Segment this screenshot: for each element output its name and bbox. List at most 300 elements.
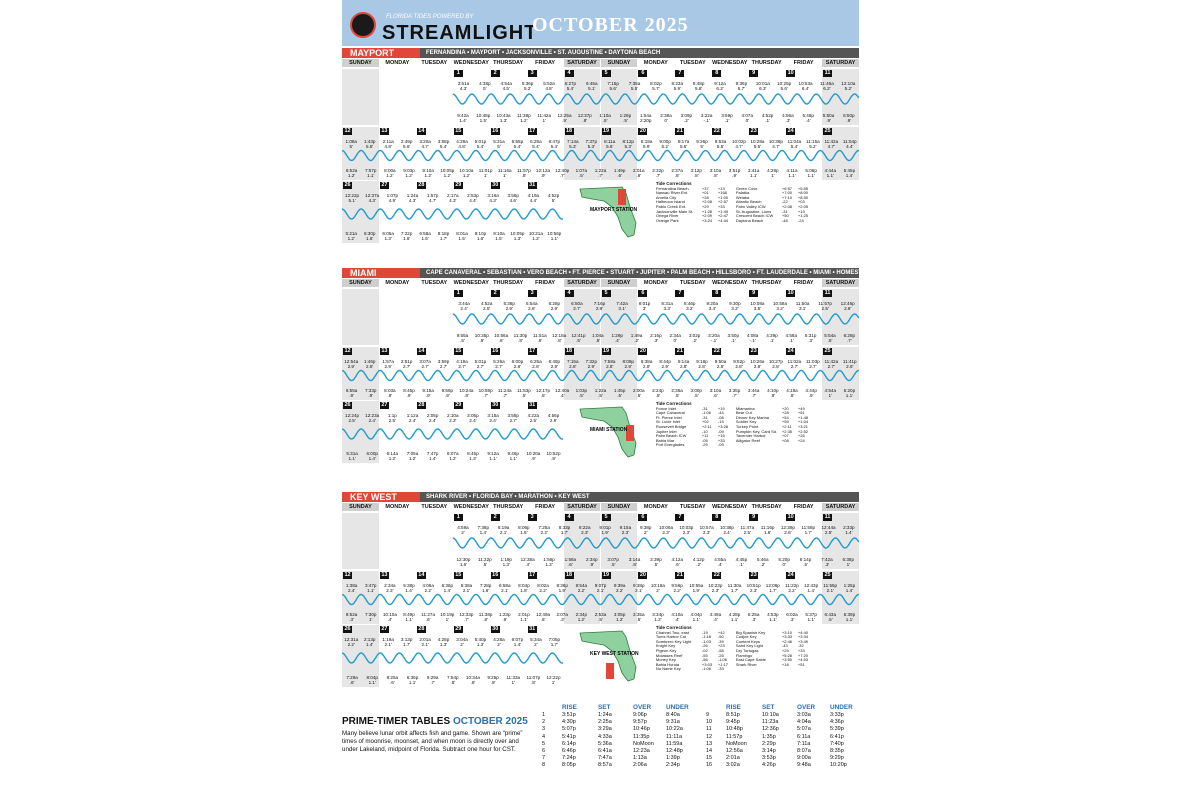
prime-time: 10:22a — [666, 726, 683, 733]
weekday-label: WEDNESDAY — [453, 60, 489, 66]
correction-high: +7:00 — [781, 190, 793, 196]
high-tide: 10:38p 4.7' — [768, 139, 783, 149]
low-tide: 7:29a .6' — [346, 675, 358, 685]
correction-low: +33 — [797, 647, 805, 653]
date-number: 31 — [529, 626, 536, 632]
correction-high: -31 — [701, 414, 708, 420]
low-tide: 10:05p 1.3' — [510, 231, 525, 241]
prime-day: 16 — [706, 762, 713, 769]
correction-low: +1:00 — [717, 194, 729, 200]
low-tide: 10:21a 1.2' — [528, 231, 543, 241]
high-tide: 7:15a 2.8' — [567, 359, 579, 369]
high-tide: 11:50a 3.1' — [795, 301, 810, 311]
prime-title — [342, 716, 528, 727]
high-tide: 1:08a 5' — [345, 139, 357, 149]
correction-place: Jupiter Inlet — [655, 428, 677, 434]
weekday-label: MONDAY — [643, 280, 668, 286]
tide-curve — [342, 653, 563, 663]
correction-low: +33 — [717, 437, 725, 443]
prime-day: 12 — [706, 733, 713, 740]
date-number: 5 — [602, 290, 611, 297]
high-tide: 10:01a 6.3' — [755, 81, 770, 91]
prime-timer-section — [342, 704, 859, 800]
correction-place: Dry Tortugas — [735, 647, 759, 653]
high-tide: 3:44a 2.4' — [458, 301, 470, 311]
station-label: MAYPORT STATION — [590, 207, 638, 213]
low-tide: 12:25a .9' — [557, 113, 572, 123]
low-tide: 9:10a 1.2' — [422, 168, 434, 178]
low-tide: 10:56a .8' — [494, 333, 509, 343]
low-tide: 5:54a .5' — [824, 333, 836, 343]
prime-time: 8:05p — [562, 762, 576, 769]
weekday-label: THURSDAY — [493, 60, 524, 66]
date-number: 4 — [565, 70, 574, 77]
prime-col-header: RISE — [726, 704, 741, 711]
high-tide: 10:06a 2.3' — [659, 525, 674, 535]
date-number: 31 — [529, 402, 536, 408]
correction-low: +2:52 — [797, 428, 809, 434]
correction-low: +1:04 — [797, 419, 809, 425]
prime-row — [702, 741, 859, 748]
high-tide: 6:28p 2.9' — [548, 301, 561, 311]
correction-high: +20 — [781, 405, 789, 411]
high-tide: 7:32p 2.9' — [585, 359, 598, 369]
prime-row — [702, 762, 859, 769]
high-tide: 1:43p 5.8' — [363, 139, 376, 149]
correction-high: +2:09 — [701, 213, 713, 219]
correction-high: -55 — [701, 652, 708, 658]
low-tide: 1:29p .4' — [611, 333, 623, 343]
high-tide: 1:38a 2.4' — [345, 583, 358, 593]
week-row — [342, 625, 859, 687]
correction-place: Molasses Reef — [655, 652, 683, 658]
correction-high: -29 — [701, 442, 708, 448]
correction-high: +2:08 — [701, 199, 713, 205]
low-tide: 10:20a .9' — [526, 451, 541, 461]
low-tide: 7:22p 1.6' — [400, 231, 413, 241]
low-tide: 4:28p 1' — [767, 168, 779, 178]
low-tide: 10:10a 1.2' — [459, 168, 474, 178]
correction-low: +4:44 — [717, 217, 729, 223]
high-tide: 8:44p 2.9' — [659, 359, 671, 369]
tide-corrections-column — [736, 626, 814, 667]
high-tide: 7:42a 3.1' — [616, 301, 628, 311]
high-tide: 2:13p 1.4' — [363, 637, 376, 647]
weekday-label: SATURDAY — [822, 59, 859, 67]
prime-table-right — [702, 704, 859, 770]
correction-place: Atlantic Beach — [735, 199, 762, 205]
high-tide: 12:39p 2.6' — [780, 525, 795, 535]
weekday-label: TUESDAY — [421, 60, 448, 66]
low-tide: 4:44p .9' — [805, 388, 817, 398]
low-tide: 3:34p 1.2' — [652, 612, 664, 622]
tide-correction-row — [656, 667, 734, 672]
correction-high: +37 — [701, 185, 709, 191]
low-tide: 10:10a .4' — [382, 612, 397, 622]
tide-calendar-sheet — [342, 0, 916, 800]
low-tide: 1:04a .5' — [592, 333, 604, 343]
weekday-label: MONDAY — [643, 60, 668, 66]
low-tide: 12:12a .9' — [536, 168, 551, 178]
high-tide: 2:10a 2.3' — [447, 413, 459, 423]
low-tide: 8:25a .6' — [386, 675, 399, 685]
date-number: 6 — [638, 290, 647, 297]
low-tide: 1:03p .5' — [575, 388, 588, 398]
high-tide: 5:01p 2.7' — [474, 359, 487, 369]
prime-time: 1:39p — [666, 755, 680, 762]
weekday-label: MONDAY — [385, 60, 410, 66]
date-number: 17 — [529, 572, 536, 578]
date-number: 8 — [712, 514, 721, 521]
region-key-west — [342, 492, 859, 704]
tide-correction-row — [736, 219, 814, 224]
weekday-label: THURSDAY — [493, 504, 524, 510]
prime-col-header: SET — [598, 704, 611, 711]
week-row — [342, 127, 859, 180]
low-tide: 6:58a 1.5' — [419, 231, 431, 241]
weekday-label: SATURDAY — [564, 279, 601, 287]
high-tide: 12:44a 2.5' — [821, 525, 836, 535]
prime-time: 11:23a — [762, 719, 779, 726]
prime-time: 3:51p — [562, 712, 576, 718]
prime-day: 11 — [706, 726, 712, 733]
low-tide: 5:20p 1.1' — [843, 388, 856, 398]
low-tide: 11:38p .8' — [478, 612, 493, 622]
high-tide: 10:55a 1.9' — [689, 583, 704, 593]
high-tide: 1:1p 2.5' — [387, 413, 397, 423]
low-tide: 12:49a .6' — [536, 612, 551, 622]
prime-time: 7:11a — [797, 740, 811, 747]
region-miami — [342, 268, 916, 480]
correction-low: +26 — [797, 433, 805, 439]
low-tide: 4:08a -.1' — [746, 333, 759, 343]
prime-time: 12:36p — [762, 726, 779, 733]
prime-time: 8:35p — [830, 747, 844, 754]
region-header — [342, 492, 859, 502]
date-number: 5 — [602, 70, 611, 77]
weekday-label: SATURDAY — [564, 59, 601, 67]
high-tide: 8:31a 3.3' — [661, 301, 673, 311]
high-tide: 11:42a 2.7' — [824, 359, 839, 369]
high-tide: 10:26a 2.8' — [750, 359, 765, 369]
prime-time: 1:35p — [762, 733, 776, 740]
date-number: 13 — [381, 128, 388, 134]
correction-high: +2:11 — [781, 423, 792, 429]
weekday-label: SUNDAY — [342, 279, 379, 287]
high-tide: 6:26a 5.4' — [530, 139, 542, 149]
high-tide: 6:25a 2.8' — [530, 359, 542, 369]
correction-low: +19 — [797, 208, 805, 214]
correction-low: +51 — [797, 410, 805, 416]
weekday-label: THURSDAY — [751, 280, 782, 286]
correction-low: -26 — [717, 652, 724, 658]
high-tide: 4:06a 2.2' — [422, 583, 434, 593]
correction-low: +8:50 — [797, 194, 809, 200]
correction-low: -44 — [717, 410, 724, 416]
correction-high: -43 — [781, 643, 788, 649]
correction-low: -09 — [717, 428, 724, 434]
correction-place: Palatka — [735, 190, 750, 196]
date-number: 3 — [528, 70, 537, 77]
florida-map-icon — [578, 183, 642, 239]
high-tide: 10:38p 2.4' — [719, 525, 734, 535]
low-tide: 9:12a 1.1' — [487, 451, 499, 461]
correction-place: Bear Cut — [735, 410, 752, 416]
low-tide: 8:49p 1.1' — [403, 612, 415, 622]
prime-day: 9 — [706, 712, 710, 718]
tide-curve — [342, 151, 859, 161]
low-tide: 2:16p .3' — [650, 333, 662, 343]
prime-time: 5:36a — [598, 740, 612, 747]
low-tide: 5:50a .9' — [822, 113, 835, 123]
high-tide: 8:01p 3' — [638, 301, 651, 311]
high-tide: 11:54p 4.4' — [842, 139, 857, 149]
high-tide: 11:02a 2.7' — [787, 359, 802, 369]
high-tide: 8:04p 1.8' — [518, 583, 530, 593]
correction-high: -1:18 — [701, 634, 712, 640]
tide-wave — [342, 289, 859, 345]
correction-place: Welaka — [735, 194, 750, 200]
prime-col-header: RISE — [562, 704, 577, 711]
low-tide: 5:46a .2' — [757, 557, 769, 567]
date-number: 25 — [824, 572, 831, 578]
low-tide: 3:05p 1.2' — [613, 612, 626, 622]
high-tide: 9:38p 2.1' — [633, 583, 645, 593]
prime-time: 3:53p — [762, 755, 776, 762]
high-tide: 11:41p 2.6' — [842, 359, 857, 369]
streamlight-logo-icon — [350, 12, 376, 38]
correction-high: +3:10 — [781, 629, 793, 635]
date-number: 20 — [639, 572, 646, 578]
correction-low: +3:28 — [717, 423, 729, 429]
high-tide: 9:18p 2.8' — [696, 359, 708, 369]
high-tide: 9:39a 2.2' — [613, 583, 626, 593]
prime-day: 4 — [542, 733, 546, 740]
prime-time: 10:48p — [726, 726, 743, 733]
low-tide: 1:45p .5' — [613, 388, 626, 398]
date-number: 12 — [344, 128, 351, 134]
high-tide: 3:20a 4.7' — [419, 139, 431, 149]
low-tide: 6:02a .3' — [786, 612, 798, 622]
low-tide: 8:45p .9' — [403, 388, 415, 398]
prime-time: 5:07p — [562, 726, 576, 733]
correction-place: Jacksonville Main St. — [655, 208, 694, 214]
tide-wave — [342, 127, 859, 180]
correction-place: Fernandina Beach — [655, 185, 689, 191]
date-number: 14 — [418, 348, 425, 354]
date-number: 7 — [675, 290, 684, 297]
low-tide: 3:50p .1' — [727, 333, 740, 343]
high-tide: 3:15a 2.4' — [487, 413, 499, 423]
low-tide: 3:00p .5' — [690, 388, 702, 398]
weekday-label: WEDNESDAY — [712, 60, 748, 66]
high-tide: 1:24a 4.3' — [406, 193, 419, 203]
tide-correction-row — [656, 443, 734, 448]
high-tide: 12:23a 2.4' — [365, 413, 380, 423]
correction-place: St. Lucie Inlet — [655, 419, 681, 425]
prime-row — [702, 734, 859, 741]
tide-curve — [342, 209, 563, 219]
low-tide: 8:07a 1.2' — [447, 451, 459, 461]
high-tide: 9:38p 2' — [639, 525, 652, 535]
high-tide: 11:22p 2.2' — [785, 583, 799, 593]
low-tide: 5:45p 1.4' — [843, 168, 856, 178]
low-tide: 11:30p .8' — [513, 333, 528, 343]
low-tide: 2:38a 0' — [660, 113, 672, 123]
prime-description: Many believe lunar orbit affects fish and game. Shown are “prime” times of moonrise, moonset, and when moon is directly over and under Lakeland, midpoint of Florida. Subtract one hour for CST. — [342, 730, 523, 753]
tide-wave — [342, 571, 859, 624]
correction-low: +19 — [717, 405, 725, 411]
date-number: 10 — [787, 514, 794, 520]
station-label: MIAMI STATION — [590, 427, 628, 433]
prime-time: 3:02a — [726, 762, 740, 769]
high-tide: 4:28a 2' — [493, 637, 505, 647]
high-tide: 9:00p 5.2' — [659, 139, 671, 149]
prime-time: 6:41p — [830, 733, 844, 740]
correction-place: Content Keys — [735, 638, 760, 644]
low-tide: 3:35a .5' — [633, 612, 645, 622]
date-number: 20 — [639, 128, 646, 134]
low-tide: 3:39p .5' — [650, 557, 662, 567]
high-tide: 11:57p 2.5' — [818, 301, 832, 311]
high-tide: 12:10a 5.2' — [841, 81, 856, 91]
low-tide: 12:37p .8' — [577, 113, 592, 123]
low-tide: 4:12a .6' — [671, 557, 684, 567]
high-tide: 12:43p 1.4' — [804, 583, 819, 593]
prime-month: OCTOBER 2025 — [452, 716, 528, 727]
prime-day: 14 — [706, 747, 713, 754]
correction-high: -1:06 — [701, 666, 712, 672]
prime-day: 8 — [542, 762, 546, 769]
low-tide: 12:22p 1' — [546, 675, 561, 685]
date-number: 12 — [344, 572, 351, 578]
high-tide: 4:52a 2.5' — [480, 301, 493, 311]
date-number: 29 — [455, 626, 462, 632]
prime-table-header — [538, 704, 698, 712]
correction-place: Orange Park — [655, 217, 679, 223]
correction-high: -31 — [781, 208, 788, 214]
low-tide: 6:43a .5' — [824, 612, 837, 622]
low-tide: 9:15a .9' — [422, 388, 434, 398]
correction-high: -31 — [701, 405, 708, 411]
high-tide: 10:18a 2' — [650, 583, 665, 593]
high-tide: 8:36p 1.9' — [556, 583, 568, 593]
low-tide: 11:27a .6' — [421, 612, 436, 622]
correction-high: +02 — [701, 419, 709, 425]
high-tide: 3:16a 4.3' — [487, 193, 499, 203]
weekday-label: SUNDAY — [601, 503, 638, 511]
date-number: 13 — [381, 348, 388, 354]
low-tide: 3:10a .6' — [709, 388, 722, 398]
high-tide: 11:16p 1.8' — [760, 525, 775, 535]
low-tide: 9:56p .9' — [441, 388, 454, 398]
low-tide: 12:40a .4' — [555, 388, 570, 398]
correction-place: Bahia Mar — [655, 437, 675, 443]
high-tide: 9:17a 5.6' — [677, 139, 690, 149]
florida-map-icon — [578, 403, 642, 459]
prime-time: 9:48a — [797, 762, 811, 769]
low-tide: 8:00a 1.2' — [384, 168, 396, 178]
date-number: 25 — [824, 348, 831, 354]
high-tide: 10:08a 3.5' — [750, 301, 765, 311]
low-tide: 5:06p 1.1' — [805, 168, 817, 178]
prime-col-header: OVER — [797, 704, 816, 711]
low-tide: 6:28p .7' — [843, 333, 856, 343]
week-row — [342, 289, 859, 345]
low-tide: 6:14a 1.2' — [386, 451, 399, 461]
correction-place: Alligator Reef — [735, 437, 760, 443]
correction-high: +29 — [701, 203, 709, 209]
correction-place: Miamarina — [735, 405, 755, 411]
weekday-label: WEDNESDAY — [453, 280, 489, 286]
prime-time: 8:07a — [797, 747, 811, 754]
high-tide: 3:56p 4.6' — [507, 193, 519, 203]
high-tide: 11:47a 2.5' — [740, 525, 755, 535]
prime-row — [538, 719, 698, 726]
week-row — [342, 571, 859, 624]
high-tide: 8:23a 5.9' — [671, 81, 684, 91]
weekday-label: SUNDAY — [342, 59, 379, 67]
high-tide: 4:28a 4.8' — [456, 139, 468, 149]
correction-high: -19 — [701, 629, 708, 635]
high-tide: 6:00p 2.8' — [511, 359, 524, 369]
high-tide: 8:22a 2.3' — [579, 525, 591, 535]
prime-time: 9:06p — [633, 712, 647, 718]
low-tide: 6:52a 1.2' — [345, 168, 358, 178]
date-number: 4 — [565, 514, 574, 521]
low-tide: 4:39p .1' — [766, 333, 778, 343]
low-tide: 10:05p 1.2' — [440, 168, 455, 178]
date-number: 1 — [454, 290, 463, 297]
high-tide: 10:27p 2.8' — [768, 359, 783, 369]
correction-place: Pigeon Key — [655, 647, 677, 653]
correction-low: +49 — [797, 405, 805, 411]
prime-day: 10 — [706, 719, 713, 726]
weekday-label: WEDNESDAY — [712, 504, 748, 510]
low-tide: 1:49a .2' — [630, 333, 643, 343]
correction-place: Nassau River Ent. — [655, 190, 689, 196]
correction-high: +18 — [781, 661, 789, 667]
tide-correction-row — [736, 439, 814, 444]
low-tide: 6:00p 1.4' — [366, 451, 378, 461]
low-tide: 3:41a 1.1' — [747, 168, 760, 178]
date-number: 28 — [418, 182, 425, 188]
prime-row — [702, 712, 859, 719]
correction-high: +2:46 — [781, 638, 793, 644]
prime-time: 9:45p — [726, 719, 740, 726]
prime-time: 11:57p — [726, 733, 743, 740]
low-tide: 12:40p .7' — [555, 168, 570, 178]
high-tide: 4:19a 4.4' — [527, 193, 540, 203]
correction-high: +07 — [781, 433, 789, 439]
low-tide: 4:12p .2' — [692, 557, 705, 567]
high-tide: 12:54a 2.9' — [344, 359, 359, 369]
high-tide: 9:56p 2.2' — [671, 583, 683, 593]
low-tide: 9:03p 1.2' — [403, 168, 415, 178]
correction-place: Pumpkin Key, Card Sd. — [735, 428, 778, 434]
low-tide: 10:34a .8' — [465, 675, 480, 685]
high-tide: 6:19a 2.1' — [497, 525, 510, 535]
date-number: 16 — [492, 572, 499, 578]
high-tide: 3:05p 2.4' — [467, 413, 479, 423]
low-tide: 5:21a 1.2' — [345, 231, 357, 241]
correction-high: +7:10 — [781, 194, 793, 200]
correction-high: +01 — [701, 190, 709, 196]
weekday-label: THURSDAY — [493, 280, 524, 286]
correction-high: +2:11 — [701, 423, 712, 429]
date-number: 26 — [344, 626, 351, 632]
prime-time: 9:29p — [830, 755, 844, 762]
